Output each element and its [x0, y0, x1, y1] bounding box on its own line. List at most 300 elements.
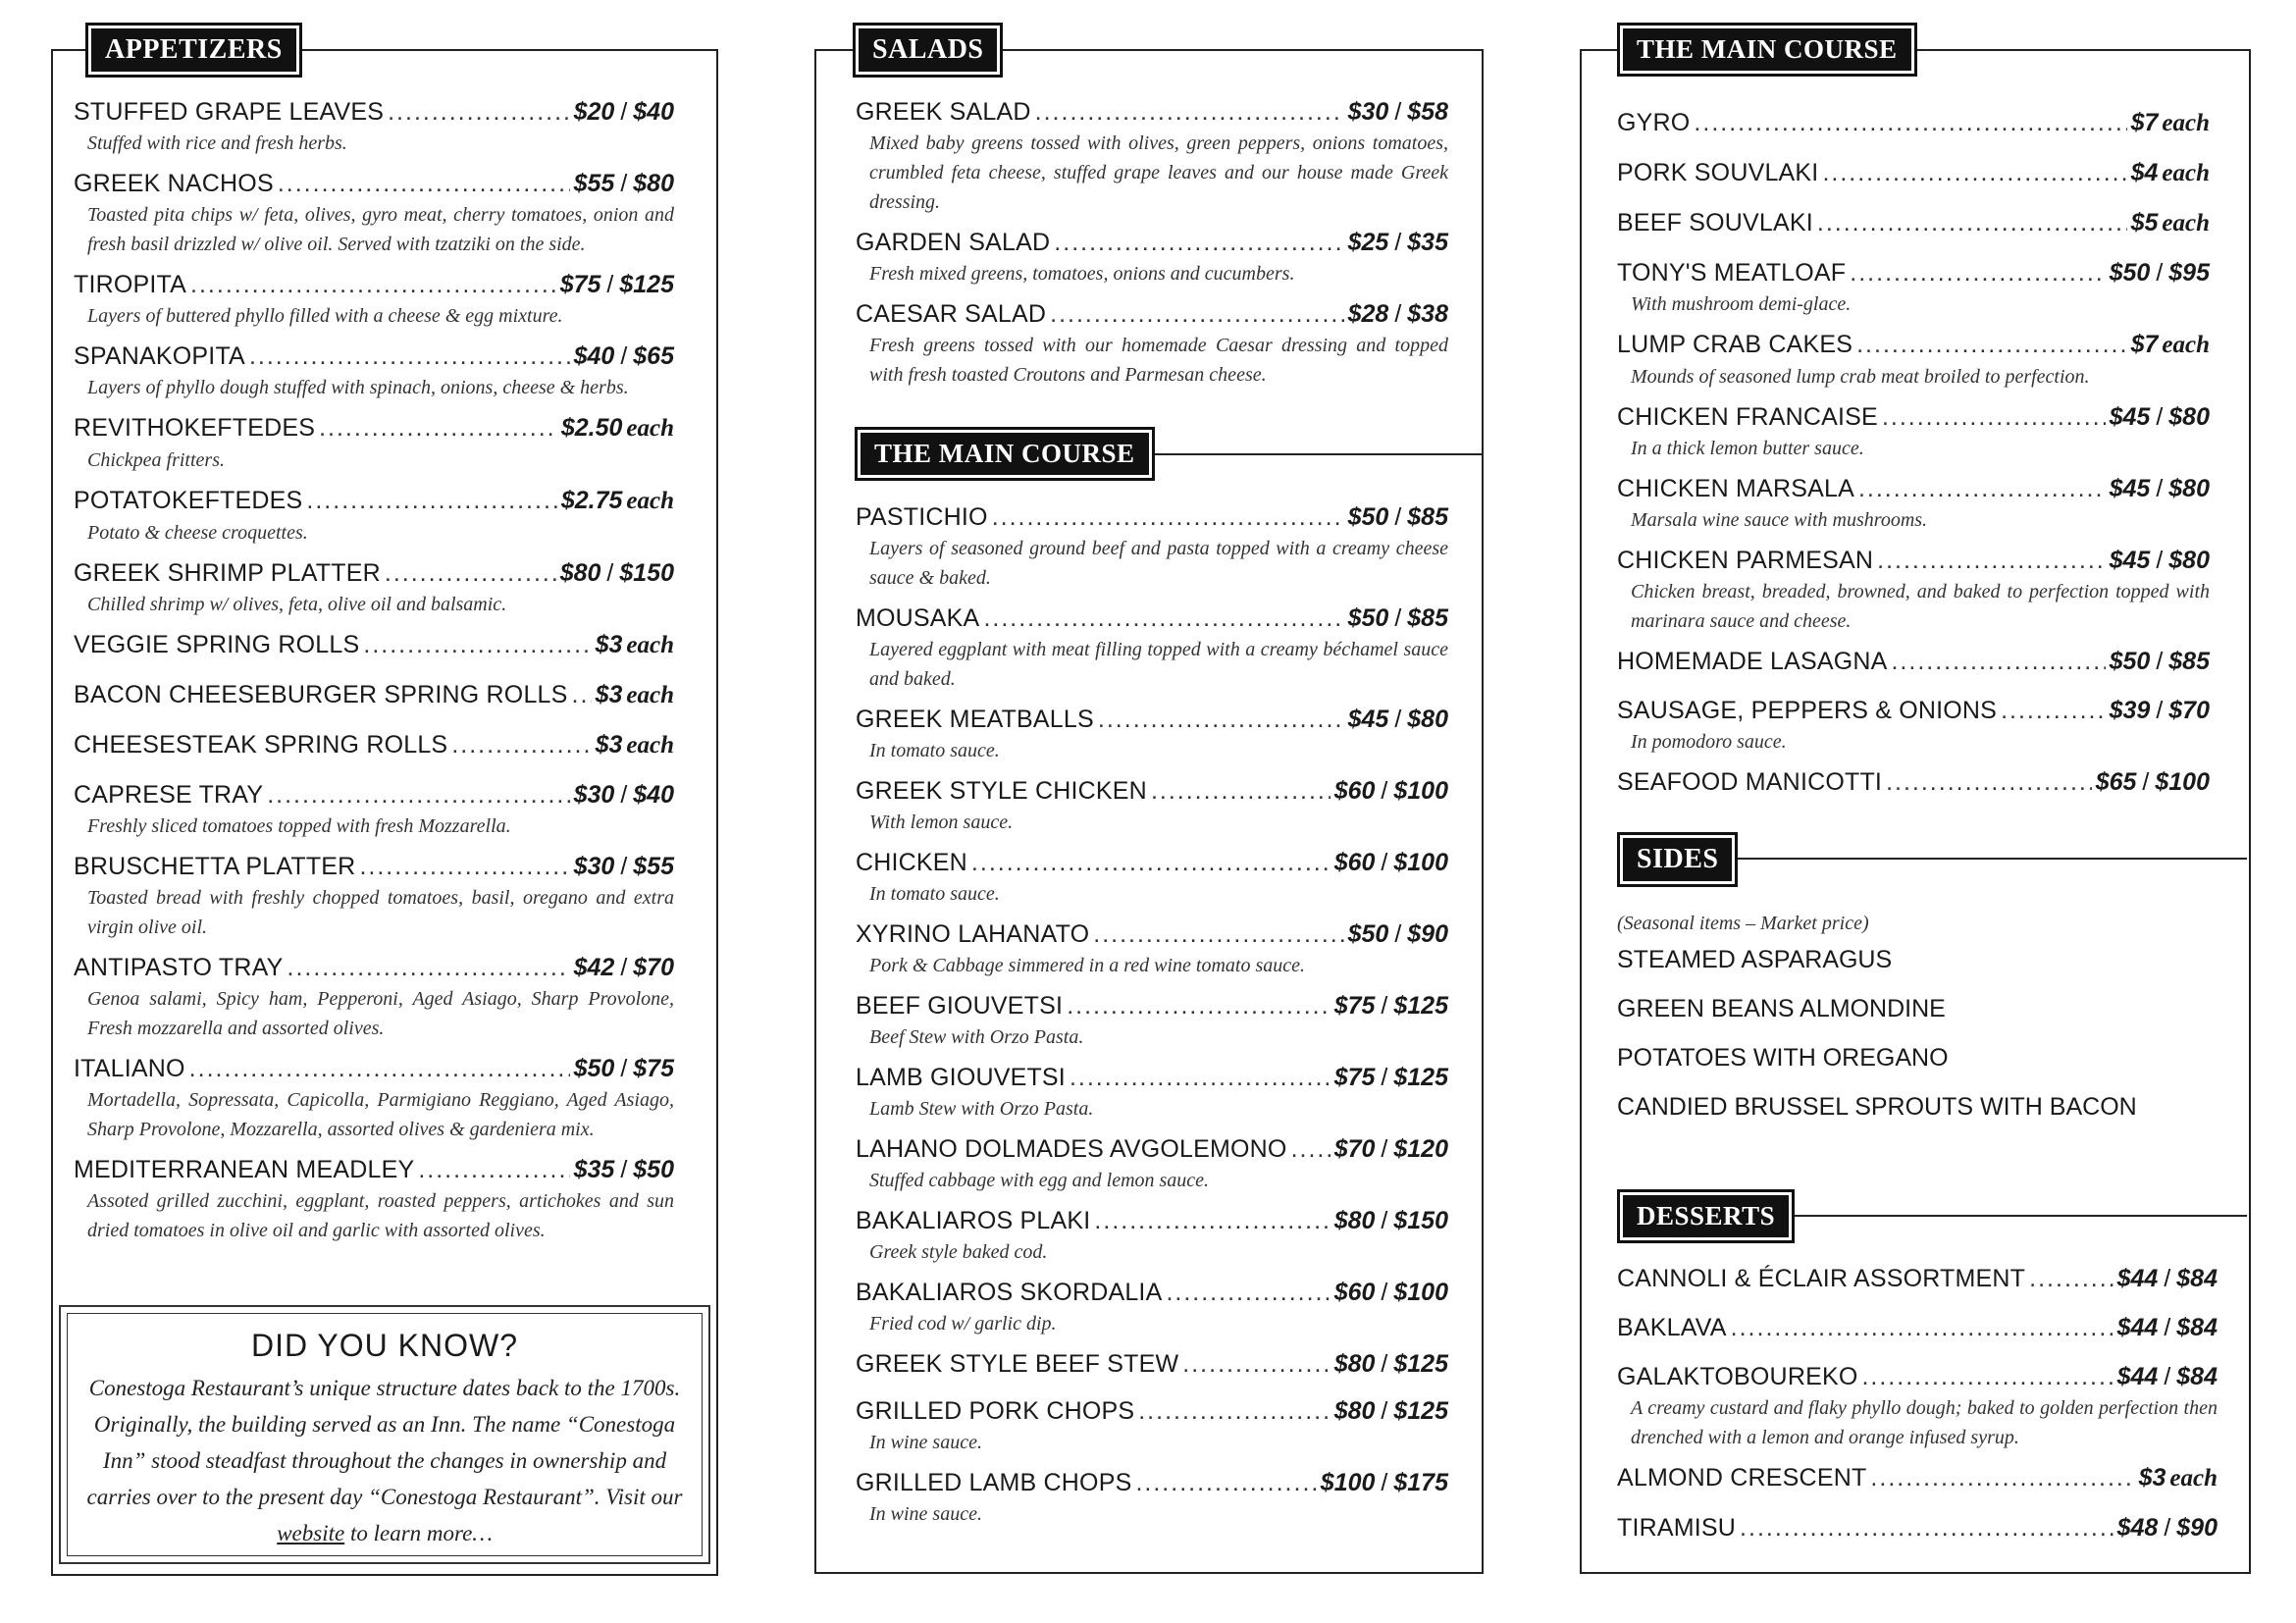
- menu-item-row: [856, 226, 1448, 259]
- menu-item: [1617, 1311, 2218, 1344]
- price-divider: /: [620, 1156, 628, 1183]
- menu-item-row: [74, 556, 674, 590]
- price-small: $48: [2116, 1514, 2159, 1542]
- price-large: $38: [1407, 300, 1448, 328]
- menu-item: [856, 1347, 1448, 1381]
- menu-item-price: [1334, 1276, 1448, 1309]
- menu-item-name: GREEK MEATBALLS: [856, 706, 1094, 733]
- price-small: $50: [2109, 259, 2151, 287]
- leader-dots: [1138, 1394, 1330, 1428]
- price-divider: /: [1381, 1207, 1388, 1234]
- price-small: $45: [2109, 547, 2151, 574]
- menu-item-price: [2110, 472, 2210, 505]
- menu-item-name: LUMP CRAB CAKES: [1617, 331, 1853, 358]
- menu-item-name: STUFFED GRAPE LEAVES: [74, 98, 385, 126]
- price-unit: each: [626, 682, 674, 708]
- menu-item-price: [1348, 226, 1448, 259]
- price-small: $28: [1347, 300, 1389, 328]
- menu-item: [74, 628, 674, 662]
- price-large: $125: [1393, 992, 1448, 1020]
- menu-item-price: [2110, 694, 2210, 727]
- price-small: $40: [573, 342, 615, 370]
- menu-item-row: [74, 411, 674, 445]
- menu-item-name: GREEK STYLE BEEF STEW: [856, 1350, 1179, 1378]
- price-divider: /: [1394, 920, 1402, 948]
- leader-dots: [1070, 1061, 1331, 1094]
- menu-item-description: In tomato sauce.: [869, 740, 1000, 761]
- menu-item-price: [1348, 703, 1448, 736]
- leader-dots: [1822, 156, 2126, 189]
- price-small: $30: [573, 853, 615, 880]
- price-divider: /: [620, 781, 628, 809]
- leader-dots: [1886, 765, 2092, 799]
- menu-item-row: [1617, 544, 2210, 577]
- menu-item-row: [856, 1394, 1448, 1428]
- menu-item-name: GRILLED LAMB CHOPS: [856, 1469, 1132, 1496]
- menu-item-row: [74, 340, 674, 373]
- menu-item-row: [1617, 206, 2210, 240]
- leader-dots: [418, 1153, 569, 1186]
- menu-item-row: [856, 1204, 1448, 1237]
- main-course-1-header: THE MAIN COURSE: [858, 430, 1152, 478]
- sides-header: SIDES: [1620, 835, 1735, 884]
- price-small: $45: [1347, 706, 1389, 733]
- price-large: $100: [1393, 849, 1448, 876]
- menu-item-name: BEEF GIOUVETSI: [856, 992, 1064, 1020]
- menu-item-name: CHEESESTEAK SPRING ROLLS: [74, 731, 448, 759]
- menu-item-row: [1617, 645, 2210, 678]
- price-large: $95: [2168, 259, 2210, 287]
- menu-item-name: PORK SOUVLAKI: [1617, 159, 1819, 186]
- menu-item: [1617, 256, 2210, 319]
- menu-item-price: [2139, 1461, 2218, 1495]
- menu-item: [856, 1394, 1448, 1457]
- menu-item: [856, 1061, 1448, 1124]
- menu-item: [856, 703, 1448, 765]
- menu-item: [1617, 544, 2210, 636]
- menu-item-row: [74, 268, 674, 301]
- price-divider: /: [620, 853, 628, 880]
- menu-item: [74, 728, 674, 762]
- menu-item-row: [856, 500, 1448, 534]
- menu-item-row: [1617, 1360, 2218, 1393]
- menu-item-price: [574, 95, 674, 129]
- menu-item-name: CHICKEN MARSALA: [1617, 475, 1854, 502]
- menu-item-row: [74, 1052, 674, 1085]
- price-divider: /: [2156, 648, 2164, 675]
- menu-item: [856, 1276, 1448, 1338]
- price-unit: each: [2169, 1465, 2218, 1492]
- menu-item-name: BAKLAVA: [1617, 1314, 1727, 1341]
- menu-item-name: MEDITERRANEAN MEADLEY: [74, 1156, 415, 1183]
- menu-item-name: PASTICHIO: [856, 503, 988, 531]
- menu-item-row: [74, 728, 674, 762]
- leader-dots: [1035, 95, 1344, 129]
- appetizers-header: APPETIZERS: [88, 26, 299, 75]
- leader-dots: [2029, 1262, 2113, 1295]
- menu-item-price: [2131, 206, 2210, 240]
- menu-item-row: [856, 1276, 1448, 1309]
- leader-dots: [189, 1052, 570, 1085]
- did-you-know-box: [59, 1305, 710, 1564]
- menu-item: [1617, 1511, 2218, 1544]
- menu-item-name: BAKALIAROS PLAKI: [856, 1207, 1091, 1234]
- price-unit: each: [626, 488, 674, 514]
- menu-item: [856, 989, 1448, 1052]
- menu-item-name: MOUSAKA: [856, 604, 980, 632]
- menu-item: [856, 297, 1448, 390]
- side-item: POTATOES WITH OREGANO: [1617, 1044, 1949, 1072]
- menu-item: [74, 556, 674, 619]
- price-small: $3: [2138, 1464, 2166, 1492]
- menu-item-price: [1334, 1347, 1448, 1381]
- menu-item-price: [1348, 297, 1448, 331]
- menu-item-name: SPANAKOPITA: [74, 342, 245, 370]
- menu-item-price: [1334, 989, 1448, 1022]
- price-divider: /: [620, 1055, 628, 1082]
- menu-item-row: [856, 989, 1448, 1022]
- leader-dots: [190, 268, 556, 301]
- leader-dots: [319, 411, 557, 445]
- menu-item-name: TIROPITA: [74, 271, 187, 298]
- menu-item-name: XYRINO LAHANATO: [856, 920, 1090, 948]
- menu-item-row: [74, 951, 674, 984]
- price-divider: /: [606, 559, 614, 587]
- menu-item-price: [574, 1052, 674, 1085]
- price-unit: each: [2162, 332, 2210, 358]
- side-item: CANDIED BRUSSEL SPROUTS WITH BACON: [1617, 1093, 2137, 1121]
- menu-item-price: [1334, 1061, 1448, 1094]
- price-large: $175: [1393, 1469, 1448, 1496]
- menu-item-name: ALMOND CRESCENT: [1617, 1464, 1867, 1492]
- menu-item-description: In wine sauce.: [869, 1432, 982, 1453]
- leader-dots: [1856, 328, 2126, 361]
- menu-item-name: CHICKEN: [856, 849, 967, 876]
- menu-item-row: [1617, 328, 2210, 362]
- menu-item-row: [74, 167, 674, 200]
- price-large: $90: [1407, 920, 1448, 948]
- price-large: $65: [633, 342, 674, 370]
- menu-item-price: [574, 1153, 674, 1186]
- leader-dots: [1050, 297, 1343, 331]
- did-you-know-body: Conestoga Restaurant’s unique structure dates back to the 1700s. Originally, the building served as an Inn. The name “Conestoga Inn” stood steadfast throughout the changes in ownership and carries over to the present day “Conestoga Restaurant”. Visit our website to learn more…: [86, 1376, 683, 1545]
- menu-item-row: [856, 297, 1448, 331]
- menu-item-description: Stuffed cabbage with egg and lemon sauce.: [869, 1170, 1210, 1191]
- price-large: $125: [1393, 1064, 1448, 1091]
- menu-item-name: SAUSAGE, PEPPERS & ONIONS: [1617, 697, 1998, 724]
- price-divider: /: [2164, 1514, 2171, 1542]
- menu-item-row: [856, 1132, 1448, 1166]
- menu-item-name: BAKALIAROS SKORDALIA: [856, 1279, 1163, 1306]
- price-divider: /: [2156, 547, 2164, 574]
- price-divider: /: [606, 271, 614, 298]
- menu-item-row: [856, 95, 1448, 129]
- menu-item: [1617, 645, 2210, 678]
- menu-item-price: [1334, 1204, 1448, 1237]
- price-large: $35: [1407, 229, 1448, 256]
- menu-item-price: [560, 268, 674, 301]
- menu-item-name: GREEK SALAD: [856, 98, 1031, 126]
- price-large: $125: [1393, 1397, 1448, 1425]
- menu-item: [1617, 400, 2210, 463]
- website-link[interactable]: website: [277, 1521, 345, 1545]
- menu-item: [856, 774, 1448, 837]
- menu-item-price: [596, 678, 674, 712]
- price-unit: each: [626, 415, 674, 442]
- did-you-know-title: DID YOU KNOW?: [251, 1328, 518, 1363]
- menu-item-description: Toasted bread with freshly chopped tomatoes, basil, oregano and extra virgin olive oil.: [87, 887, 674, 938]
- menu-item-row: [74, 678, 674, 712]
- menu-item: [74, 484, 674, 548]
- price-large: $85: [1407, 604, 1448, 632]
- price-divider: /: [1381, 849, 1388, 876]
- menu-item-price: [596, 628, 674, 662]
- leader-dots: [572, 678, 592, 711]
- menu-item-price: [1334, 846, 1448, 879]
- menu-item-name: CAESAR SALAD: [856, 300, 1047, 328]
- menu-item-row: [1617, 694, 2210, 727]
- side-item: STEAMED ASPARAGUS: [1617, 946, 1893, 973]
- menu-item-description: A creamy custard and flaky phyllo dough; baked to golden perfection then drenched with a lemon and orange infused syrup.: [1631, 1397, 2218, 1448]
- menu-item-price: [2110, 400, 2210, 434]
- leader-dots: [1877, 544, 2105, 577]
- menu-item: [856, 226, 1448, 288]
- price-small: $25: [1347, 229, 1389, 256]
- appetizers-list: [74, 95, 674, 1254]
- menu-item-name: BACON CHEESEBURGER SPRING ROLLS: [74, 681, 568, 708]
- price-divider: /: [1381, 1350, 1388, 1378]
- menu-item: [1617, 694, 2210, 757]
- menu-item-row: [1617, 765, 2210, 799]
- price-large: $58: [1407, 98, 1448, 126]
- price-large: $150: [619, 559, 674, 587]
- desserts-list: [1617, 1262, 2218, 1560]
- leader-dots: [359, 850, 569, 883]
- price-divider: /: [1394, 604, 1402, 632]
- menu-item-description: Fried cod w/ garlic dip.: [869, 1313, 1057, 1335]
- menu-item-row: [74, 95, 674, 129]
- menu-item: [74, 778, 674, 841]
- price-small: $44: [2116, 1265, 2159, 1292]
- price-divider: /: [1381, 1064, 1388, 1091]
- menu-item-name: TIRAMISU: [1617, 1514, 1737, 1542]
- menu-item-price: [574, 850, 674, 883]
- price-divider: /: [1394, 503, 1402, 531]
- menu-item-price: [1334, 774, 1448, 808]
- menu-item-row: [856, 602, 1448, 635]
- price-large: $90: [2176, 1514, 2218, 1542]
- price-small: $3: [595, 631, 623, 658]
- price-divider: /: [2164, 1314, 2171, 1341]
- menu-item: [856, 95, 1448, 217]
- menu-item-name: TONY'S MEATLOAF: [1617, 259, 1847, 287]
- price-small: $2.50: [560, 414, 623, 442]
- leader-dots: [267, 778, 569, 812]
- menu-item: [856, 1204, 1448, 1267]
- leader-dots: [306, 484, 556, 517]
- leader-dots: [451, 728, 591, 761]
- price-large: $85: [2168, 648, 2210, 675]
- menu-item-name: HOMEMADE LASAGNA: [1617, 648, 1888, 675]
- price-small: $7: [2130, 109, 2159, 136]
- price-large: $70: [2168, 697, 2210, 724]
- price-divider: /: [1381, 1135, 1388, 1163]
- price-small: $35: [573, 1156, 615, 1183]
- menu-item: [856, 1132, 1448, 1195]
- price-large: $100: [1393, 777, 1448, 805]
- price-unit: each: [2162, 160, 2210, 186]
- side-item: GREEN BEANS ALMONDINE: [1617, 995, 1946, 1022]
- price-large: $100: [2155, 768, 2210, 796]
- price-small: $2.75: [560, 487, 623, 514]
- menu-item-description: Mixed baby greens tossed with olives, green peppers, onions tomatoes, crumbled feta cheese, stuffed grape leaves and our house made Greek dressing.: [869, 132, 1448, 213]
- menu-item-description: Toasted pita chips w/ feta, olives, gyro meat, cherry tomatoes, onion and fresh basil drizzled w/ olive oil. Served with tzatziki on the side.: [87, 204, 674, 255]
- main-course-2-list: [1617, 106, 2210, 814]
- menu-item: [74, 678, 674, 712]
- price-large: $150: [1393, 1207, 1448, 1234]
- menu-item-price: [2096, 765, 2210, 799]
- price-small: $50: [573, 1055, 615, 1082]
- menu-item-name: VEGGIE SPRING ROLLS: [74, 631, 360, 658]
- leader-dots: [1067, 989, 1331, 1022]
- price-small: $50: [1347, 604, 1389, 632]
- price-small: $60: [1333, 849, 1376, 876]
- leader-dots: [992, 500, 1344, 534]
- leader-dots: [388, 95, 570, 129]
- menu-item-name: POTATOKEFTEDES: [74, 487, 303, 514]
- menu-item-name: GALAKTOBOUREKO: [1617, 1363, 1858, 1390]
- price-large: $85: [1407, 503, 1448, 531]
- menu-item-price: [2117, 1311, 2218, 1344]
- price-large: $80: [2168, 547, 2210, 574]
- leader-dots: [971, 846, 1331, 879]
- menu-item-description: Greek style baked cod.: [869, 1241, 1048, 1263]
- price-divider: /: [2156, 259, 2164, 287]
- price-large: $84: [2176, 1314, 2218, 1341]
- price-divider: /: [2156, 475, 2164, 502]
- leader-dots: [1817, 206, 2127, 239]
- price-large: $40: [633, 781, 674, 809]
- price-large: $80: [633, 170, 674, 197]
- menu-item-row: [856, 846, 1448, 879]
- price-divider: /: [2156, 403, 2164, 431]
- menu-item-price: [1321, 1466, 1448, 1499]
- leader-dots: [1291, 1132, 1331, 1166]
- price-divider: /: [1394, 300, 1402, 328]
- menu-item: [74, 340, 674, 402]
- price-large: $55: [633, 853, 674, 880]
- menu-item: [74, 850, 674, 942]
- price-divider: /: [2142, 768, 2150, 796]
- menu-item: [74, 1153, 674, 1245]
- menu-item-row: [856, 774, 1448, 808]
- menu-item-row: [1617, 472, 2210, 505]
- price-small: $75: [1333, 1064, 1376, 1091]
- price-divider: /: [1394, 229, 1402, 256]
- menu-item-name: SEAFOOD MANICOTTI: [1617, 768, 1883, 796]
- salads-header: SALADS: [856, 26, 1000, 75]
- menu-item-row: [856, 1347, 1448, 1381]
- sides-note: (Seasonal items – Market price): [1617, 913, 1869, 934]
- menu-item: [856, 917, 1448, 980]
- price-small: $30: [1347, 98, 1389, 126]
- menu-item-price: [596, 728, 674, 762]
- price-divider: /: [1381, 1469, 1388, 1496]
- price-unit: each: [2162, 110, 2210, 136]
- menu-item-price: [2110, 256, 2210, 289]
- price-small: $44: [2116, 1314, 2159, 1341]
- menu-item: [74, 1052, 674, 1144]
- leader-dots: [1850, 256, 2105, 289]
- menu-item-row: [1617, 400, 2210, 434]
- menu-item-price: [2117, 1360, 2218, 1393]
- menu-item: [1617, 472, 2210, 535]
- menu-item-description: Layered eggplant with meat filling topped with a creamy béchamel sauce and baked.: [869, 639, 1448, 690]
- menu-item-row: [1617, 256, 2210, 289]
- price-small: $39: [2109, 697, 2151, 724]
- price-large: $120: [1393, 1135, 1448, 1163]
- leader-dots: [1861, 1360, 2113, 1393]
- menu-item-description: Layers of buttered phyllo filled with a cheese & egg mixture.: [87, 305, 563, 327]
- menu-item-price: [1348, 917, 1448, 951]
- price-divider: /: [1394, 706, 1402, 733]
- menu-item-description: In pomodoro sauce.: [1631, 731, 1787, 753]
- menu-item-description: Genoa salami, Spicy ham, Pepperoni, Aged Asiago, Sharp Provolone, Fresh mozzarella and assorted olives.: [87, 988, 674, 1039]
- price-small: $75: [1333, 992, 1376, 1020]
- price-small: $100: [1320, 1469, 1376, 1496]
- menu-item-row: [74, 628, 674, 662]
- menu-item-description: In wine sauce.: [869, 1503, 982, 1525]
- menu-item-description: Potato & cheese croquettes.: [87, 522, 308, 544]
- menu-item-description: With lemon sauce.: [869, 812, 1014, 833]
- menu-item-price: [1348, 602, 1448, 635]
- menu-item-name: LAHANO DOLMADES AVGOLEMONO: [856, 1135, 1287, 1163]
- menu-item-description: Mortadella, Sopressata, Capicolla, Parmigiano Reggiano, Aged Asiago, Sharp Provolone, Mozzarella, assorted olives & gardeniera mix.: [87, 1089, 674, 1140]
- leader-dots: [983, 602, 1343, 635]
- price-divider: /: [1381, 1397, 1388, 1425]
- menu-item-row: [74, 1153, 674, 1186]
- leader-dots: [1858, 472, 2106, 505]
- menu-item-row: [74, 778, 674, 812]
- menu-item-price: [2110, 544, 2210, 577]
- price-small: $44: [2116, 1363, 2159, 1390]
- price-small: $3: [595, 681, 623, 708]
- price-large: $80: [2168, 403, 2210, 431]
- salads-list: [856, 95, 1448, 398]
- price-small: $65: [2095, 768, 2137, 796]
- menu-item-name: CHICKEN FRANCAISE: [1617, 403, 1878, 431]
- price-small: $80: [1333, 1397, 1376, 1425]
- menu-item-description: Pork & Cabbage simmered in a red wine tomato sauce.: [869, 955, 1306, 976]
- menu-item-row: [74, 484, 674, 518]
- menu-item-description: Fresh greens tossed with our homemade Caesar dressing and topped with fresh toasted Croutons and Parmesan cheese.: [869, 335, 1448, 386]
- main-course-1-list: [856, 500, 1448, 1538]
- price-large: $75: [633, 1055, 674, 1082]
- menu-item-price: [2131, 106, 2210, 140]
- price-large: $125: [1393, 1350, 1448, 1378]
- leader-dots: [385, 556, 556, 590]
- menu-item-description: Layers of seasoned ground beef and pasta topped with a creamy cheese sauce & baked.: [869, 538, 1448, 589]
- leader-dots: [1166, 1276, 1330, 1309]
- menu-item-description: Chicken breast, breaded, browned, and baked to perfection topped with marinara sauce and cheese.: [1631, 581, 2210, 632]
- leader-dots: [278, 167, 570, 200]
- leader-dots: [1182, 1347, 1330, 1381]
- price-small: $60: [1333, 777, 1376, 805]
- price-small: $75: [559, 271, 601, 298]
- price-divider: /: [1394, 98, 1402, 126]
- menu-item-row: [1617, 1311, 2218, 1344]
- menu-item-description: In tomato sauce.: [869, 883, 1000, 905]
